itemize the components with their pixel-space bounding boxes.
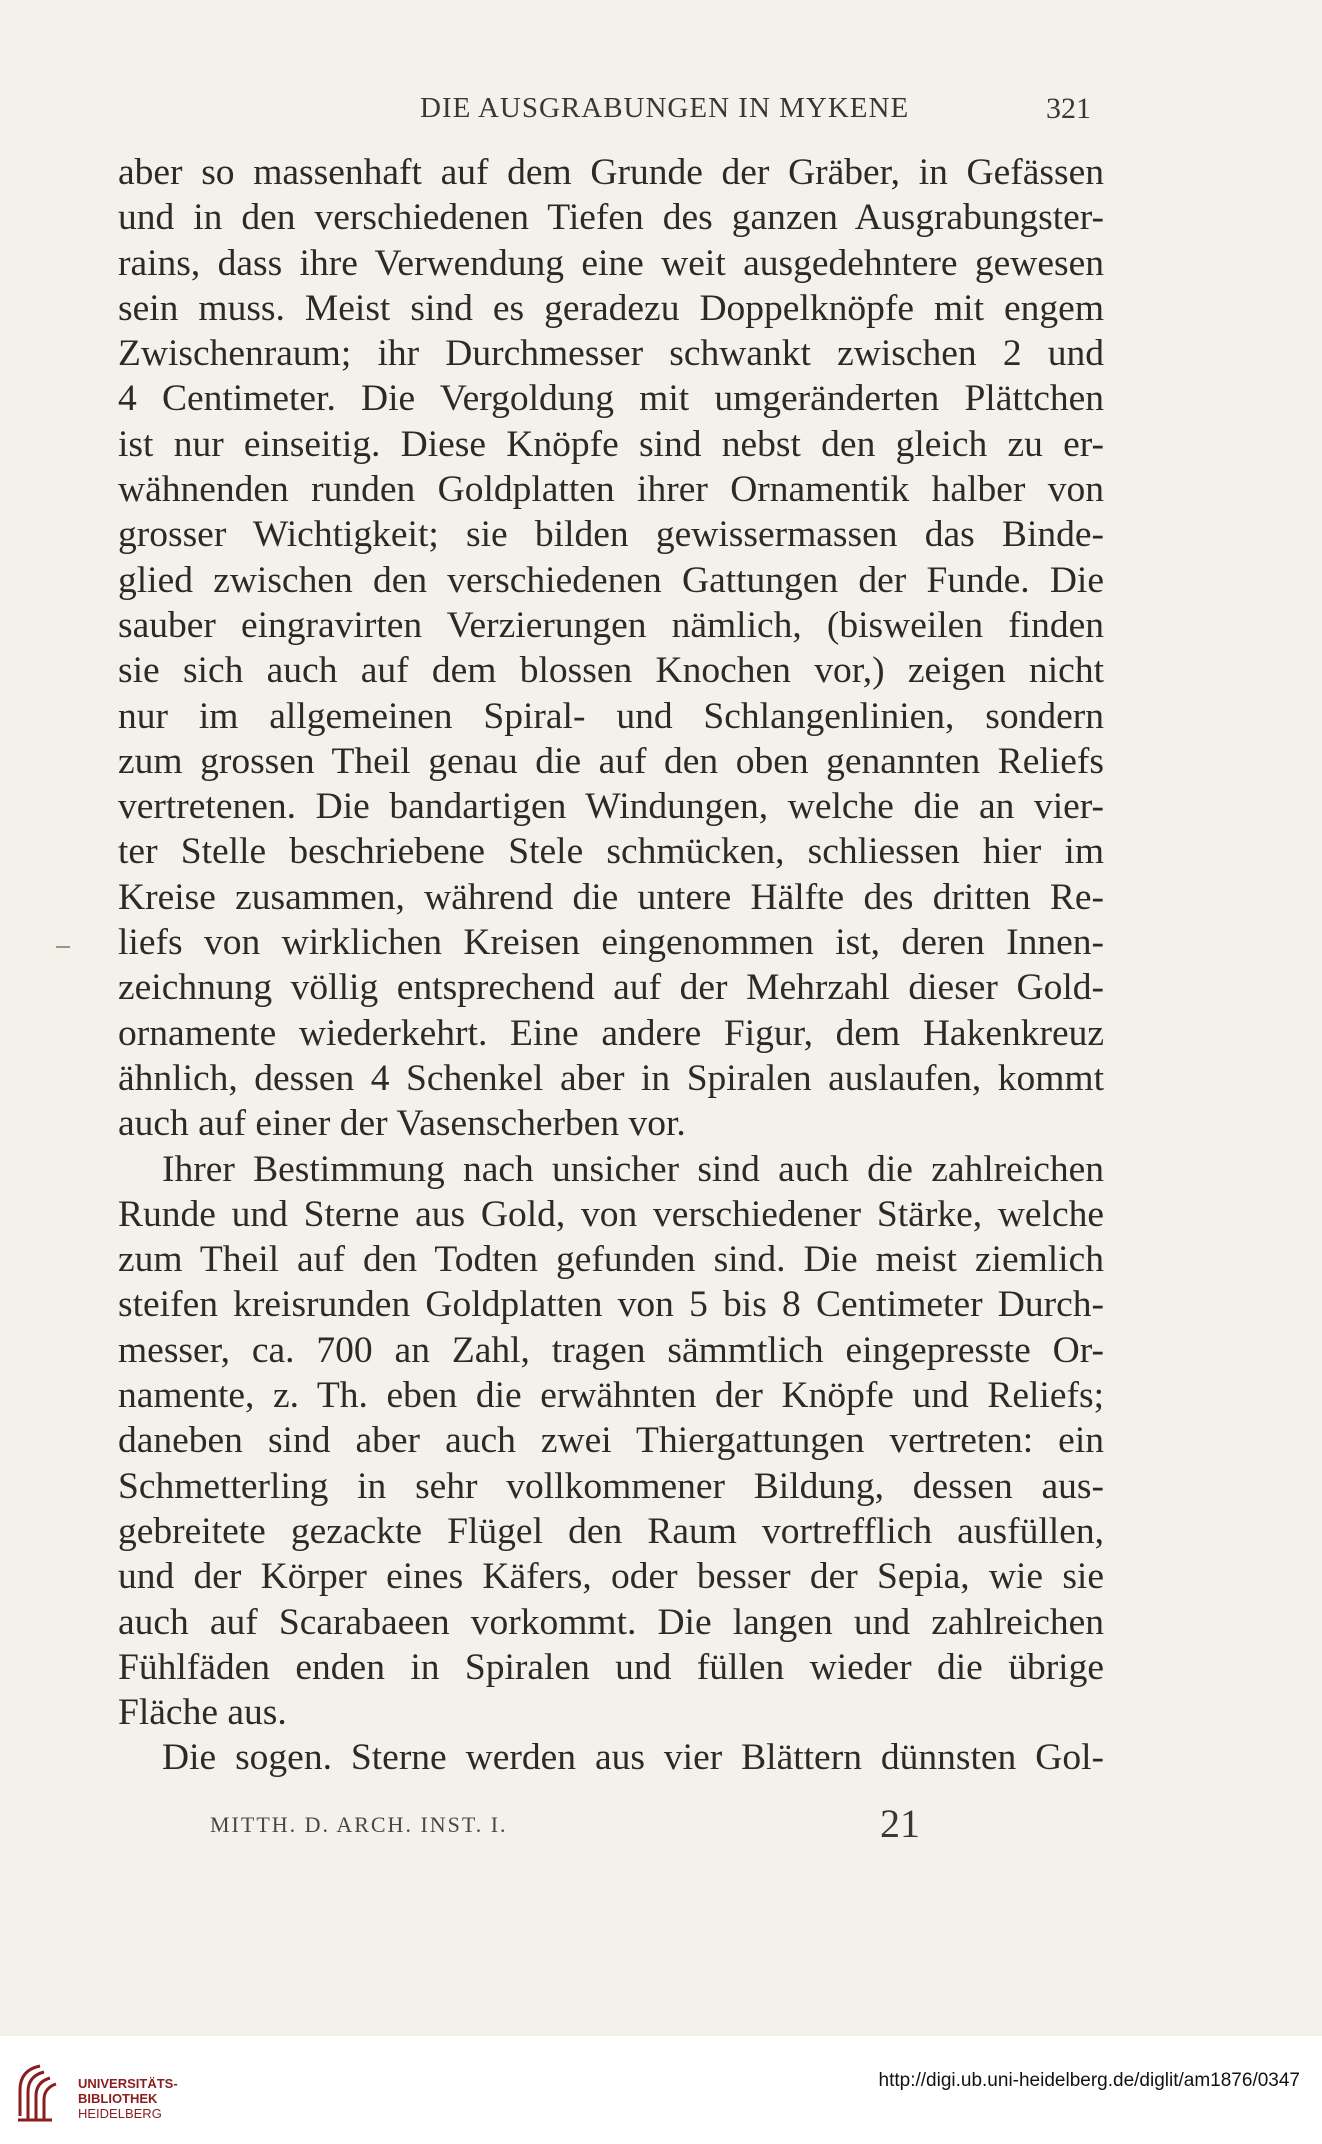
text-line: steifen kreisrunden Goldplatten von 5 bis 8 Centimeter Durch-	[118, 1284, 1104, 1326]
library-logo-icon	[14, 2060, 72, 2124]
running-head	[0, 92, 1322, 132]
body-text	[118, 150, 1104, 1781]
text-line: und in den verschiedenen Tiefen des ganzen Ausgrabungster-	[118, 197, 1104, 239]
text-line: vertretenen. Die bandartigen Windungen, welche die an vier-	[118, 786, 1104, 828]
text-line: sie sich auch auf dem blossen Knochen vor,) zeigen nicht	[118, 650, 1104, 692]
text-line: liefs von wirklichen Kreisen eingenommen ist, deren Innen-	[118, 922, 1104, 964]
viewer-footer	[0, 2036, 1322, 2144]
library-name-line: UNIVERSITÄTS-	[78, 2076, 178, 2091]
page-number: 321	[1046, 92, 1091, 125]
text-line: Runde und Sterne aus Gold, von verschiedener Stärke, welche	[118, 1193, 1104, 1235]
text-line: zum Theil auf den Todten gefunden sind. Die meist ziemlich	[118, 1239, 1104, 1281]
text-line: Die sogen. Sterne werden aus vier Blättern dünnsten Gol-	[162, 1737, 1104, 1779]
text-line: Fühlfäden enden in Spiralen und füllen wieder die übrige	[118, 1646, 1104, 1688]
signature-number: 21	[880, 1801, 920, 1846]
text-line: daneben sind aber auch zwei Thiergattungen vertreten: ein	[118, 1420, 1104, 1462]
running-head-title: DIE AUSGRABUNGEN IN MYKENE	[420, 92, 910, 124]
permalink-url[interactable]: http://digi.ub.uni-heidelberg.de/diglit/am1876/0347	[878, 2070, 1300, 2091]
text-line: ist nur einseitig. Diese Knöpfe sind nebst den gleich zu er-	[118, 423, 1104, 465]
text-line: wähnenden runden Goldplatten ihrer Ornamentik halber von	[118, 469, 1104, 511]
library-name-line: HEIDELBERG	[78, 2106, 162, 2121]
text-line: gebreitete gezackte Flügel den Raum vortrefflich ausfüllen,	[118, 1510, 1104, 1552]
text-line: Kreise zusammen, während die untere Hälfte des dritten Re-	[118, 876, 1104, 918]
text-line: zum grossen Theil genau die auf den oben genannten Reliefs	[118, 740, 1104, 782]
text-line: und der Körper eines Käfers, oder besser der Sepia, wie sie	[118, 1556, 1104, 1598]
text-line: zeichnung völlig entsprechend auf der Mehrzahl dieser Gold-	[118, 967, 1104, 1009]
text-line: nur im allgemeinen Spiral- und Schlangenlinien, sondern	[118, 695, 1104, 737]
text-line: messer, ca. 700 an Zahl, tragen sämmtlich eingepresste Or-	[118, 1329, 1104, 1371]
text-line: sein muss. Meist sind es geradezu Doppelknöpfe mit engem	[118, 287, 1104, 329]
printer-signature: MITTH. D. ARCH. INST. I.	[210, 1812, 508, 1837]
text-line: ornamente wiederkehrt. Eine andere Figur, dem Hakenkreuz	[118, 1012, 1104, 1054]
text-line: Ihrer Bestimmung nach unsicher sind auch die zahlreichen	[162, 1148, 1104, 1190]
text-line: sauber eingravirten Verzierungen nämlich, (bisweilen finden	[118, 604, 1104, 646]
text-line: Fläche aus.	[118, 1692, 287, 1734]
library-name-line: BIBLIOTHEK	[78, 2091, 158, 2106]
text-line: auch auf einer der Vasenscherben vor.	[118, 1103, 686, 1145]
text-line: auch auf Scarabaeen vorkommt. Die langen und zahlreichen	[118, 1601, 1104, 1643]
text-line: ähnlich, dessen 4 Schenkel aber in Spiralen auslaufen, kommt	[118, 1057, 1104, 1099]
text-line: grosser Wichtigkeit; sie bilden gewissermassen das Binde-	[118, 514, 1104, 556]
text-line: ter Stelle beschriebene Stele schmücken, schliessen hier im	[118, 831, 1104, 873]
text-line: rains, dass ihre Verwendung eine weit ausgedehntere gewesen	[118, 242, 1104, 284]
text-line: 4 Centimeter. Die Vergoldung mit umgeränderten Plättchen	[118, 378, 1104, 420]
text-line: aber so massenhaft auf dem Grunde der Gräber, in Gefässen	[118, 152, 1104, 193]
text-line: glied zwischen den verschiedenen Gattungen der Funde. Die	[118, 559, 1104, 601]
text-line: Zwischenraum; ihr Durchmesser schwankt zwischen 2 und	[118, 333, 1104, 375]
library-name	[78, 2076, 178, 2121]
text-line: namente, z. Th. eben die erwähnten der Knöpfe und Reliefs;	[118, 1375, 1104, 1417]
signature-row	[210, 1800, 990, 1850]
margin-mark	[56, 946, 70, 948]
text-line: Schmetterling in sehr vollkommener Bildung, dessen aus-	[118, 1465, 1104, 1507]
